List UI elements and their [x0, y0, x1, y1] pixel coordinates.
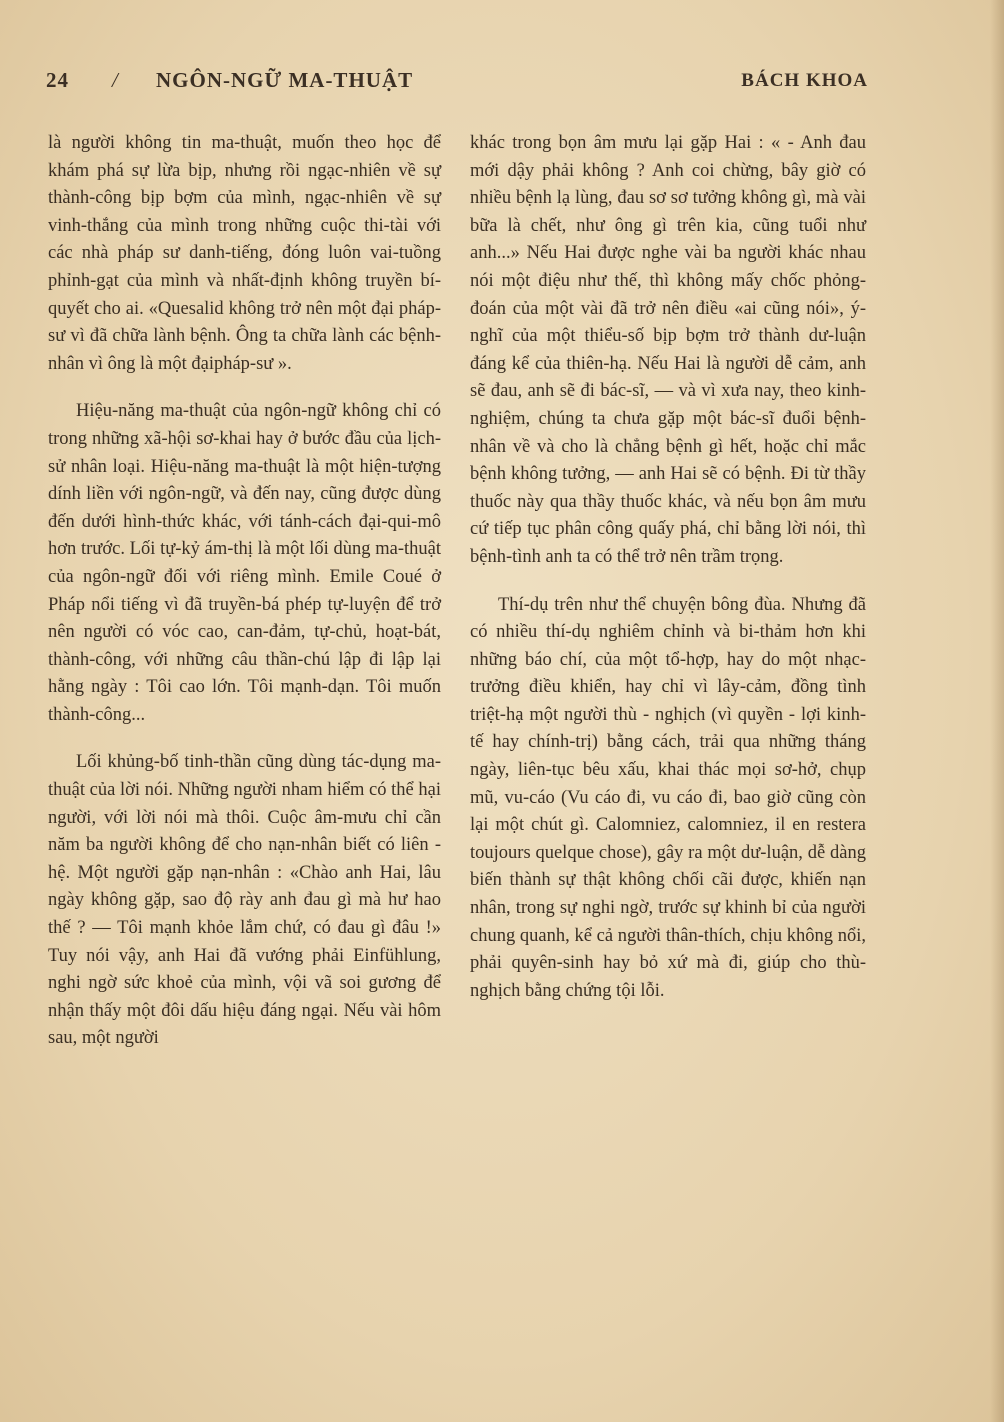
paragraph: Thí-dụ trên như thể chuyện bông đùa. Nhưng đã có nhiều thí-dụ nghiêm chỉnh và bi-thảm hơn khi những báo chí, của một tổ-hợp, hay do một nhạc-trưởng điều khiển, hay chỉ vì lây-cảm, đồng tình triệt-hạ một người thù - nghịch (vì quyền - lợi kinh-tế hay chính-trị) bằng cách, trải qua những tháng ngày, liên-tục bêu xấu, khai thác mọi sơ-hở, chụp mũ, vu-cáo (Vu cáo đi, vu cáo đi, bao giờ cũng còn lại một chút gì. Calomniez, calomniez, il en restera toujours quelque chose), gây ra một dư-luận, dễ dàng biến thành sự thật không chối cãi được, khiến nạn nhân, trong sự nghi ngờ, trước sự khinh bỉ của người chung quanh, kể cả người thân-thích, chịu không nổi, phải quyên-sinh hay bỏ xứ mà đi, giúp cho thù-nghịch bằng chứng tội lỗi.: [470, 594, 866, 1001]
article-title: NGÔN-NGỮ MA-THUẬT: [156, 68, 414, 92]
paragraph: Hiệu-năng ma-thuật của ngôn-ngữ không chỉ có trong những xã-hội sơ-khai hay ở bước đầu của lịch-sử nhân loại. Hiệu-năng ma-thuật là một hiện-tượng dính liền với ngôn-ngữ, và đến nay, cũng được dùng đến dưới hình-thức khác, với tánh-cách đại-qui-mô hơn trước. Lối tự-kỷ ám-thị là một lối dùng ma-thuật của ngôn-ngữ đối với riêng mình. Emile Coué ở Pháp nổi tiếng vì đã truyền-bá phép tự-luyện để trở nên người có vóc cao, can-đảm, tự-chủ, hoạt-bát, thành-công, với những câu thần-chú lập đi lập lại hằng ngày : Tôi cao lớn. Tôi mạnh-dạn. Tôi muốn thành-công...: [48, 401, 441, 725]
running-header: [46, 64, 868, 98]
paragraph: là người không tin ma-thuật, muốn theo học để khám phá sự lừa bịp, nhưng rồi ngạc-nhiên về sự thành-công bịp bợm của mình, ngạc-nhiên về sự vinh-thắng của mình trong những cuộc thi-tài với các nhà pháp sư danh-tiếng, đóng luôn vai-tuồng phỉnh-gạt của mình và nhất-định không truyền bí-quyết cho ai. «Quesalid không trở nên một đại pháp-sư vì đã chữa lành bệnh. Ông ta chữa lành các bệnh-nhân vì ông là một đạipháp-sư ».: [48, 133, 441, 374]
header-separator: /: [112, 68, 119, 92]
page-edge-shadow: [990, 0, 1004, 1422]
magazine-name: BÁCH KHOA: [741, 70, 868, 91]
right-column: [470, 130, 866, 1025]
paragraph: khác trong bọn âm mưu lại gặp Hai : « - Anh đau mới dậy phải không ? Anh coi chừng, bây giờ có nhiều bệnh lạ lùng, đau sơ sơ tưởng không gì, mà vài bữa là chết, như ông gì trên kia, cũng tuổi như anh...» Nếu Hai được nghe vài ba người khác nhau nói một điệu như thế, thì không mấy chốc phỏng-đoán của một vài đã trở nên điều «ai cũng nói», ý-nghĩ của một thiểu-số bịp bợm trở thành dư-luận đáng kể của thiên-hạ. Nếu Hai là người dễ cảm, anh sẽ đau, anh sẽ đi bác-sĩ, — và vì xưa nay, theo kinh-nghiệm, chúng ta chưa gặp một bác-sĩ đuổi bệnh-nhân về và cho là chẳng bệnh gì hết, hoặc chỉ mắc bệnh không tưởng, — anh Hai sẽ có bệnh. Đi từ thầy thuốc này qua thầy thuốc khác, và nếu bọn âm mưu cứ tiếp tục phân công quấy phá, chỉ bằng lời nói, thì bệnh-tình anh ta có thể trở nên trầm trọng.: [470, 133, 866, 567]
left-column: [48, 130, 441, 1073]
paragraph: Lối khủng-bố tinh-thần cũng dùng tác-dụng ma-thuật của lời nói. Những người nham hiểm có thể hại người, với lời nói mà thôi. Cuộc âm-mưu chỉ cần năm ba người không để cho nạn-nhân biết có liên - hệ. Một người gặp nạn-nhân : «Chào anh Hai, lâu ngày không gặp, sao độ rày anh đau gì mà hư hao thế ? — Tôi mạnh khỏe lắm chứ, có đau gì đâu !» Tuy nói vậy, anh Hai đã vướng phải Einfühlung, nghi ngờ sức khoẻ của mình, vội vã soi gương để nhận thấy một đôi dấu hiệu đáng ngại. Nếu vài hôm sau, một người: [48, 752, 441, 1049]
page-number: 24: [46, 68, 69, 92]
